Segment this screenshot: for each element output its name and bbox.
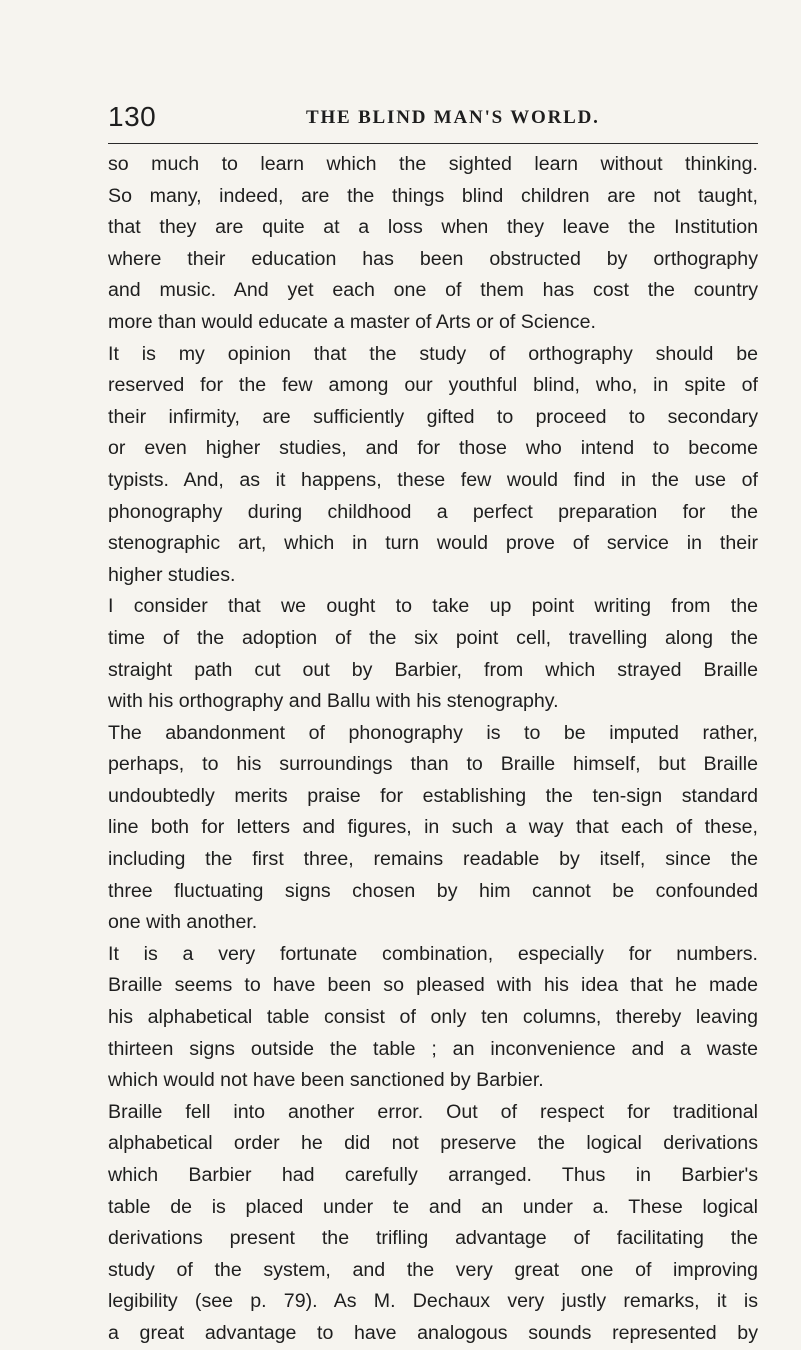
text-line: study of the system, and the very great one of improving <box>108 1258 758 1281</box>
text-line: I consider that we ought to take up point writing from the <box>108 595 758 618</box>
page-number: 130 <box>108 101 157 132</box>
body-text <box>108 149 758 1350</box>
text-line: time of the adoption of the six point cell, travelling along the <box>108 626 758 649</box>
text-line: their infirmity, are sufficiently gifted to proceed to secondary <box>108 405 758 428</box>
text-line: stenographic art, which in turn would prove of service in their <box>108 532 758 555</box>
text-line: undoubtedly merits praise for establishing the ten-sign standard <box>108 784 758 807</box>
text-line: Braille seems to have been so pleased with his idea that he made <box>108 974 758 997</box>
text-line: a great advantage to have analogous sounds represented by <box>108 1321 758 1344</box>
text-line: legibility (see p. 79). As M. Dechaux very justly remarks, it is <box>108 1290 758 1313</box>
text-line: so much to learn which the sighted learn without thinking. <box>108 153 758 175</box>
text-line: three fluctuating signs chosen by him cannot be confounded <box>108 879 758 902</box>
text-line: that they are quite at a loss when they leave the Institution <box>108 216 758 239</box>
text-line: with his orthography and Ballu with his stenography. <box>108 690 559 713</box>
text-line: table de is placed under te and an under a. These logical <box>108 1195 758 1218</box>
text-line: where their education has been obstructed by orthography <box>108 247 758 270</box>
header-rule <box>108 143 758 144</box>
text-line: reserved for the few among our youthful blind, who, in spite of <box>108 374 758 397</box>
text-line: It is my opinion that the study of orthography should be <box>108 342 758 365</box>
text-line: It is a very fortunate combination, especially for numbers. <box>108 942 758 965</box>
text-line: So many, indeed, are the things blind children are not taught, <box>108 184 758 207</box>
text-line: which would not have been sanctioned by Barbier. <box>108 1069 544 1092</box>
text-line: derivations present the trifling advantage of facilitating the <box>108 1227 758 1250</box>
text-line: straight path cut out by Barbier, from which strayed Braille <box>108 658 758 681</box>
text-line: phonography during childhood a perfect preparation for the <box>108 500 758 523</box>
text-line: including the first three, remains readable by itself, since the <box>108 848 758 871</box>
page-header <box>108 100 758 140</box>
text-line: The abandonment of phonography is to be imputed rather, <box>108 721 758 744</box>
text-line: one with another. <box>108 911 258 934</box>
text-line: which Barbier had carefully arranged. Thus in Barbier's <box>108 1164 758 1186</box>
text-line: alphabetical order he did not preserve the logical derivations <box>108 1132 758 1155</box>
running-head: THE BLIND MAN'S WORLD. <box>306 107 600 128</box>
text-line: and music. And yet each one of them has cost the country <box>108 279 758 302</box>
text-line: typists. And, as it happens, these few would find in the use of <box>108 468 758 491</box>
text-line: perhaps, to his surroundings than to Braille himself, but Braille <box>108 753 758 776</box>
text-line: more than would educate a master of Arts or of Science. <box>108 310 596 333</box>
text-line: or even higher studies, and for those who intend to become <box>108 437 758 460</box>
text-line: thirteen signs outside the table ; an inconvenience and a waste <box>108 1037 758 1060</box>
text-line: line both for letters and figures, in such a way that each of these, <box>108 816 758 839</box>
text-line: higher studies. <box>108 563 236 586</box>
text-line: Braille fell into another error. Out of respect for traditional <box>108 1100 758 1123</box>
text-line: his alphabetical table consist of only ten columns, thereby leaving <box>108 1006 758 1029</box>
